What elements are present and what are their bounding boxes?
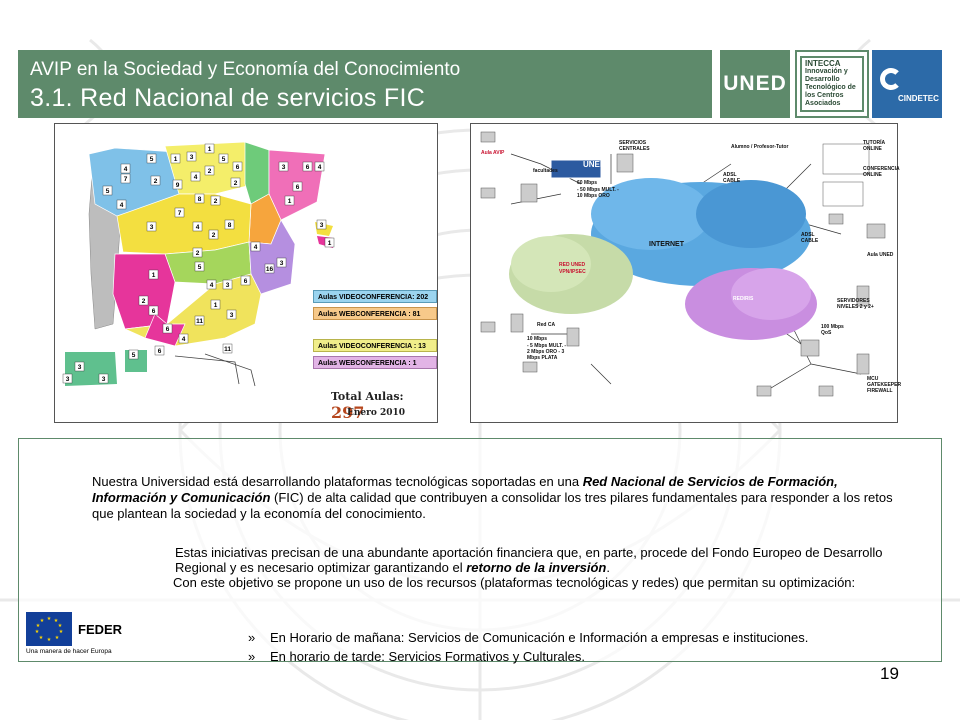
svg-text:1: 1 xyxy=(173,156,178,163)
svg-text:2: 2 xyxy=(233,180,238,187)
cindetec-name: CINDETEC xyxy=(898,94,939,103)
tutor-label: Alumno / Profesor-Tutor xyxy=(731,144,789,150)
svg-text:★: ★ xyxy=(53,618,59,624)
svg-text:2: 2 xyxy=(213,198,218,205)
total-aulas-label: Total Aulas: xyxy=(331,390,404,403)
map-number-marker xyxy=(277,258,286,267)
map-number-marker xyxy=(195,262,204,271)
server-icon xyxy=(567,328,579,346)
svg-text:2: 2 xyxy=(141,298,146,305)
legend-value: : 1 xyxy=(408,360,417,367)
map-number-marker xyxy=(151,176,160,185)
map-number-marker xyxy=(193,248,202,257)
para1-bold: Red Nacional de Servicios de Formación, Información y Comunicación xyxy=(92,474,838,505)
map-number-marker xyxy=(317,220,326,229)
bandwidth-10-detail: - 5 Mbps MULT. - 2 Mbps ORO - 3 Mbps PLATA xyxy=(527,343,567,361)
legend-value: 202 xyxy=(416,294,429,301)
svg-text:8: 8 xyxy=(227,222,232,229)
legend-webconferencia xyxy=(313,307,437,320)
para1-rest: (FIC) de alta calidad que contribuyen a consolidar los tres pilares fundamentales para responder a los retos que plantean la sociedad y la economía del conocimiento. xyxy=(92,490,893,521)
svg-text:6: 6 xyxy=(295,184,300,191)
svg-text:6: 6 xyxy=(157,348,162,355)
svg-text:5: 5 xyxy=(131,352,136,359)
map-number-marker xyxy=(265,264,274,273)
svg-text:5: 5 xyxy=(149,156,154,163)
svg-text:1: 1 xyxy=(327,240,332,247)
map-number-marker xyxy=(303,162,312,171)
svg-text:3: 3 xyxy=(279,260,284,267)
map-number-marker xyxy=(231,178,240,187)
intecca-line: los Centros xyxy=(805,92,844,99)
svg-text:7: 7 xyxy=(123,176,128,183)
map-number-marker xyxy=(209,230,218,239)
red-uned-label: RED UNED xyxy=(559,262,586,268)
svg-text:4: 4 xyxy=(123,166,128,173)
para2-end: . xyxy=(606,560,610,575)
map-number-marker xyxy=(171,154,180,163)
vpn-label: VPN/IPSEC xyxy=(559,269,586,275)
server-icon xyxy=(511,314,523,332)
svg-text:★: ★ xyxy=(38,635,44,641)
servidores-label: SERVIDORES NIVELES 2 y 2+ xyxy=(837,298,874,310)
map-number-marker xyxy=(175,208,184,217)
map-number-marker xyxy=(149,306,158,315)
map-number-marker xyxy=(211,300,220,309)
legend-label: Aulas WEBCONFERENCIA xyxy=(318,360,407,367)
facultades-label: facultades xyxy=(533,168,558,174)
computer-icon xyxy=(829,214,843,224)
para1-text: Nuestra Universidad está desarrollando plataformas tecnológicas soportadas en una xyxy=(92,474,583,489)
map-number-marker xyxy=(179,334,188,343)
map-number-marker xyxy=(227,310,236,319)
map-number-marker xyxy=(117,200,126,209)
bullet-list xyxy=(248,630,888,668)
svg-text:7: 7 xyxy=(177,210,182,217)
svg-text:1: 1 xyxy=(151,272,156,279)
map-number-marker xyxy=(207,280,216,289)
red-ca-label: Red CA xyxy=(537,322,556,328)
svg-text:11: 11 xyxy=(224,346,231,353)
rediris-label: REDIRIS xyxy=(733,296,754,302)
svg-text:1: 1 xyxy=(287,198,292,205)
svg-text:★: ★ xyxy=(58,629,64,635)
svg-text:4: 4 xyxy=(193,174,198,181)
list-item xyxy=(248,630,888,645)
cindetec-ring-icon xyxy=(880,68,902,90)
legend-videoconferencia xyxy=(313,290,437,303)
svg-text:3: 3 xyxy=(319,222,324,229)
svg-text:★: ★ xyxy=(57,623,63,629)
feder-logo xyxy=(24,612,134,654)
server-icon xyxy=(617,154,633,172)
map-number-marker xyxy=(205,144,214,153)
page-number: 19 xyxy=(880,664,899,683)
map-date: Enero 2010 xyxy=(347,408,406,418)
svg-text:2: 2 xyxy=(153,178,158,185)
tutoria-label: TUTORÍA ONLINE xyxy=(863,140,885,152)
legend-label: Aulas VIDEOCONFERENCIA: xyxy=(318,294,415,301)
map-number-marker xyxy=(211,196,220,205)
spain-map-panel xyxy=(54,123,438,423)
svg-text:3: 3 xyxy=(229,312,234,319)
map-number-marker xyxy=(325,238,334,247)
total-aulas-value: 297 xyxy=(331,403,365,422)
map-number-marker xyxy=(191,172,200,181)
computer-icon xyxy=(481,322,495,332)
svg-text:6: 6 xyxy=(235,164,240,171)
map-number-marker xyxy=(163,324,172,333)
adsl-cable-label-2: ADSL CABLE xyxy=(801,232,819,244)
svg-text:6: 6 xyxy=(151,308,156,315)
svg-text:11: 11 xyxy=(196,318,203,325)
map-number-marker xyxy=(99,374,108,383)
map-number-marker xyxy=(147,222,156,231)
map-number-marker xyxy=(251,242,260,251)
legend-label: Aulas VIDEOCONFERENCIA xyxy=(318,343,412,350)
map-number-marker xyxy=(285,196,294,205)
map-number-marker xyxy=(233,162,242,171)
servicios-centrales-label: SERVICIOS CENTRALES xyxy=(619,140,650,152)
paragraph-intro xyxy=(92,474,902,522)
aula-uned-icon xyxy=(867,224,885,238)
map-number-marker xyxy=(279,162,288,171)
intecca-line: Tecnológico de xyxy=(805,84,856,91)
paragraph-financing xyxy=(175,545,903,590)
bandwidth-60-label: 60 Mbps xyxy=(577,180,598,186)
svg-text:★: ★ xyxy=(39,618,45,624)
svg-text:★: ★ xyxy=(34,629,40,635)
map-number-marker xyxy=(103,186,112,195)
intecca-name: INTECCA xyxy=(805,59,841,68)
intecca-logo xyxy=(795,50,869,118)
computer-icon xyxy=(819,386,833,396)
map-number-marker xyxy=(225,220,234,229)
map-number-marker xyxy=(193,222,202,231)
adsl-cable-label-1: ADSL CABLE xyxy=(723,172,741,184)
svg-text:3: 3 xyxy=(77,364,82,371)
para2-bold: retorno de la inversión xyxy=(466,560,607,575)
svg-text:4: 4 xyxy=(195,224,200,231)
map-number-marker xyxy=(315,162,324,171)
map-number-marker xyxy=(139,296,148,305)
map-number-marker xyxy=(147,154,156,163)
slide-title: 3.1. Red Nacional de servicios FIC xyxy=(30,84,426,112)
legend-value: : 81 xyxy=(408,311,421,318)
svg-text:★: ★ xyxy=(46,637,52,643)
spain-map xyxy=(55,124,439,424)
svg-text:1: 1 xyxy=(207,146,212,153)
header-bar xyxy=(18,50,712,118)
svg-text:2: 2 xyxy=(207,168,212,175)
map-number-marker xyxy=(223,344,232,353)
svg-text:5: 5 xyxy=(105,188,110,195)
map-number-marker xyxy=(121,164,130,173)
svg-text:6: 6 xyxy=(305,164,310,171)
svg-text:4: 4 xyxy=(317,164,322,171)
legend-webconferencia-2 xyxy=(313,356,437,369)
svg-text:4: 4 xyxy=(119,202,124,209)
svg-text:9: 9 xyxy=(175,182,180,189)
svg-text:★: ★ xyxy=(46,616,52,622)
aula-uned-label: Aula UNED xyxy=(867,252,894,258)
svg-text:★: ★ xyxy=(35,623,41,629)
intecca-line: Innovación y xyxy=(805,68,848,75)
map-number-marker xyxy=(121,174,130,183)
bullet-text: En Horario de mañana: Servicios de Comunicación e Información a empresas e instituciones. xyxy=(270,630,809,645)
map-number-marker xyxy=(129,350,138,359)
server-icon xyxy=(857,354,869,374)
server-icon xyxy=(521,184,537,202)
rediris-cloud xyxy=(685,268,817,340)
mcu-label: MCU GATEKEEPER FIREWALL xyxy=(867,376,902,394)
map-number-marker xyxy=(75,362,84,371)
bandwidth-100-label: 100 Mbps QoS xyxy=(821,324,844,336)
svg-text:3: 3 xyxy=(101,376,106,383)
uned-box-label: UNED xyxy=(583,160,606,169)
computer-icon xyxy=(523,362,537,372)
legend-videoconferencia-2 xyxy=(313,339,437,352)
svg-text:3: 3 xyxy=(65,376,70,383)
map-number-marker xyxy=(195,316,204,325)
svg-text:6: 6 xyxy=(165,326,170,333)
intecca-line: Desarrollo xyxy=(805,76,840,83)
svg-text:3: 3 xyxy=(281,164,286,171)
conferencia-label: CONFERENCIA ONLINE xyxy=(863,166,900,178)
svg-text:3: 3 xyxy=(225,282,230,289)
feder-label: FEDER xyxy=(78,622,123,637)
svg-text:★: ★ xyxy=(54,635,60,641)
router-icon xyxy=(801,340,819,356)
map-number-marker xyxy=(155,346,164,355)
cindetec-logo xyxy=(872,50,942,118)
map-number-marker xyxy=(63,374,72,383)
para3-text: Con este objetivo se propone un uso de los recursos (plataformas tecnológicas y redes) que permitan su optimización: xyxy=(173,575,856,590)
map-number-marker xyxy=(195,194,204,203)
feder-tagline: Una manera de hacer Europa xyxy=(26,648,112,655)
map-number-marker xyxy=(205,166,214,175)
svg-text:4: 4 xyxy=(253,244,258,251)
map-number-marker xyxy=(241,276,250,285)
eu-flag-icon xyxy=(26,612,72,646)
map-number-marker xyxy=(293,182,302,191)
uned-logo: UNED xyxy=(720,50,790,118)
map-number-marker xyxy=(173,180,182,189)
aula-avip-label: Aula AVIP xyxy=(481,150,505,156)
computer-icon xyxy=(481,132,495,142)
map-number-marker xyxy=(219,154,228,163)
bullet-mark: » xyxy=(248,630,256,645)
network-diagram-panel xyxy=(470,123,902,423)
svg-text:4: 4 xyxy=(181,336,186,343)
svg-text:16: 16 xyxy=(265,266,274,273)
svg-text:3: 3 xyxy=(149,224,154,231)
bandwidth-60-detail: - 50 Mbps MULT. - 10 Mbps ORO xyxy=(577,187,619,199)
computer-icon xyxy=(757,386,771,396)
svg-text:8: 8 xyxy=(197,196,202,203)
legend-value: : 13 xyxy=(413,343,426,350)
list-item xyxy=(248,649,888,664)
map-number-marker xyxy=(149,270,158,279)
svg-text:6: 6 xyxy=(243,278,248,285)
internet-label: INTERNET xyxy=(649,241,684,248)
legend-label: Aulas WEBCONFERENCIA xyxy=(318,311,407,318)
conferencia-screen-icon xyxy=(823,182,863,206)
computer-icon xyxy=(481,188,495,198)
svg-text:1: 1 xyxy=(213,302,218,309)
map-number-marker xyxy=(187,152,196,161)
svg-text:5: 5 xyxy=(221,156,226,163)
bullet-mark: » xyxy=(248,649,256,664)
svg-text:2: 2 xyxy=(195,250,200,257)
svg-text:3: 3 xyxy=(189,154,194,161)
para2-line xyxy=(175,545,903,575)
bullet-text: En horario de tarde: Servicios Formativos y Culturales. xyxy=(270,649,586,664)
svg-text:5: 5 xyxy=(197,264,202,271)
slide-subtitle: AVIP en la Sociedad y Economía del Conocimiento xyxy=(30,59,461,80)
map-number-marker xyxy=(223,280,232,289)
svg-text:2: 2 xyxy=(211,232,216,239)
bandwidth-10-label: 10 Mbps xyxy=(527,336,548,342)
svg-text:4: 4 xyxy=(209,282,214,289)
para2-text: Estas iniciativas precisan de una abundante aportación financiera que, en parte, procede del Fondo Europeo de Desarrollo Regional y es necesario optimizar garantizando el xyxy=(175,545,883,575)
intecca-line: Asociados xyxy=(805,100,841,107)
